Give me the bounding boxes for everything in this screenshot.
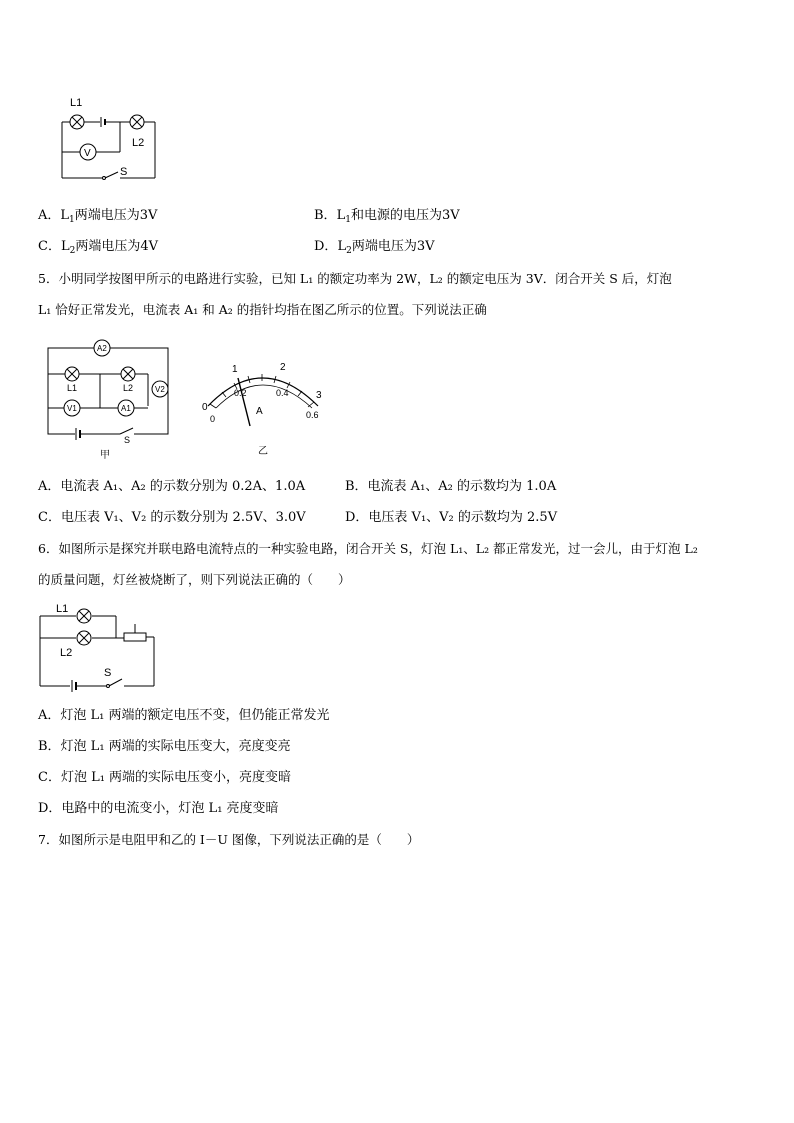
label-a2: A2 (97, 344, 107, 353)
q5-option-c: C．电压表 V₁、V₂ 的示数分别为 2.5V、3.0V (38, 510, 306, 525)
q5-stem-line2: L₁ 恰好正常发光，电流表 A₁ 和 A₂ 的指针均指在图乙所示的位置。下列说法正确 (38, 302, 487, 317)
tick-top-1: 1 (232, 364, 238, 375)
label-l2: L2 (123, 383, 134, 393)
label-v1: V1 (67, 404, 77, 413)
label-v: V (84, 148, 91, 159)
label-l2: L2 (60, 647, 73, 659)
rheostat-icon (124, 633, 146, 641)
q5-option-a: A．电流表 A₁、A₂ 的示数分别为 0.2A、1.0A (38, 479, 306, 494)
figure-caption-jia: 甲 (100, 450, 110, 461)
q5-option-d: D．电压表 V₁、V₂ 的示数均为 2.5V (345, 510, 558, 525)
label-s: S (120, 166, 128, 178)
q4-option-b: B．$L_1$和电源的电压为3V (314, 208, 460, 225)
q5-circuit-diagram (40, 336, 180, 464)
q7-stem-line1: 7．如图所示是电阻甲和乙的 I－U 图像，下列说法正确的是（ ） (38, 832, 420, 847)
label-a1: A1 (121, 404, 131, 413)
q4-option-c: C．$L_2$两端电压为4V (38, 239, 158, 256)
figure-caption-yi: 乙 (258, 446, 268, 457)
tick-bottom-06: 0.6 (306, 410, 319, 420)
q6-circuit-diagram (36, 600, 160, 694)
tick-bottom-04: 0.4 (276, 388, 289, 398)
dial-unit-label: A (256, 406, 263, 417)
q4-option-a: A．$L_1$两端电压为3V (38, 208, 158, 225)
label-v2: V2 (155, 385, 165, 394)
q6-option-a: A．灯泡 L₁ 两端的额定电压不变，但仍能正常发光 (38, 708, 330, 723)
tick-bottom-02: 0.2 (234, 388, 247, 398)
label-s: S (104, 667, 112, 679)
q4-circuit-diagram (52, 92, 162, 182)
q5-ammeter-dial (196, 356, 336, 466)
q6-stem-line2: 的质量问题，灯丝被烧断了，则下列说法正确的（ ） (38, 572, 351, 587)
q6-option-d: D．电路中的电流变小，灯泡 L₁ 亮度变暗 (38, 801, 279, 816)
q5-stem-line1: 5．小明同学按图甲所示的电路进行实验，已知 L₁ 的额定功率为 2W，L₂ 的额定电压为 3V．闭合开关 S 后，灯泡 (38, 271, 672, 286)
label-l1: L1 (56, 603, 69, 615)
q6-stem-line1: 6．如图所示是探究并联电路电流特点的一种实验电路，闭合开关 S，灯泡 L₁、L₂ 都正常发光，过一会儿，由于灯泡 L₂ (38, 541, 698, 556)
switch-icon (109, 679, 122, 686)
label-s: S (124, 435, 131, 445)
q4-option-d: D．$L_2$两端电压为3V (314, 239, 435, 256)
q5-option-b: B．电流表 A₁、A₂ 的示数均为 1.0A (345, 479, 557, 494)
label-l2: L2 (132, 137, 145, 149)
q6-option-c: C．灯泡 L₁ 两端的实际电压变小，亮度变暗 (38, 770, 292, 785)
tick-top-0: 0 (202, 402, 208, 413)
label-l1: L1 (67, 383, 78, 393)
dial-needle (238, 378, 250, 426)
switch-icon (105, 172, 118, 178)
q6-option-b: B．灯泡 L₁ 两端的实际电压变大，亮度变亮 (38, 739, 291, 754)
tick-top-3: 3 (316, 390, 322, 401)
tick-top-2: 2 (280, 362, 286, 373)
label-l1: L1 (70, 97, 83, 109)
tick-bottom-0: 0 (210, 414, 216, 424)
